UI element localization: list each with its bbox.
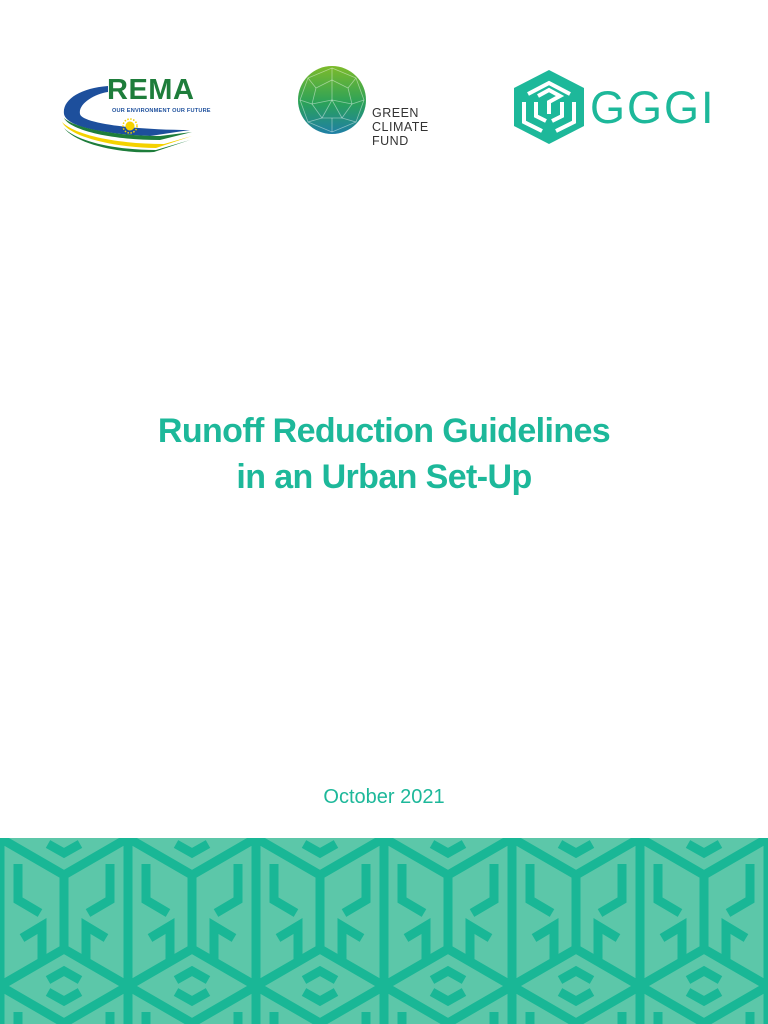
gcf-line-2: CLIMATE bbox=[372, 120, 429, 134]
gggi-wordmark: GGGI bbox=[590, 82, 716, 133]
gcf-line-1: GREEN bbox=[372, 106, 419, 120]
green-climate-fund-logo bbox=[296, 66, 446, 156]
rema-tagline: OUR ENVIRONMENT OUR FUTURE bbox=[112, 108, 211, 114]
gggi-hex-pattern-footer bbox=[0, 838, 768, 1024]
document-title bbox=[0, 408, 768, 500]
rema-logo bbox=[60, 74, 220, 154]
gggi-logo bbox=[512, 68, 732, 148]
rema-wordmark: REMA bbox=[107, 74, 195, 106]
title-line-1: Runoff Reduction Guidelines bbox=[157, 412, 611, 450]
gcf-wordmark bbox=[372, 106, 429, 148]
publication-date: October 2021 bbox=[323, 786, 445, 808]
hexagon-cube-icon bbox=[512, 68, 588, 148]
title-line-2: in an Urban Set-Up bbox=[236, 458, 532, 496]
partner-logos bbox=[0, 60, 768, 160]
geodesic-globe-icon bbox=[296, 66, 372, 136]
gcf-line-3: FUND bbox=[372, 134, 409, 148]
